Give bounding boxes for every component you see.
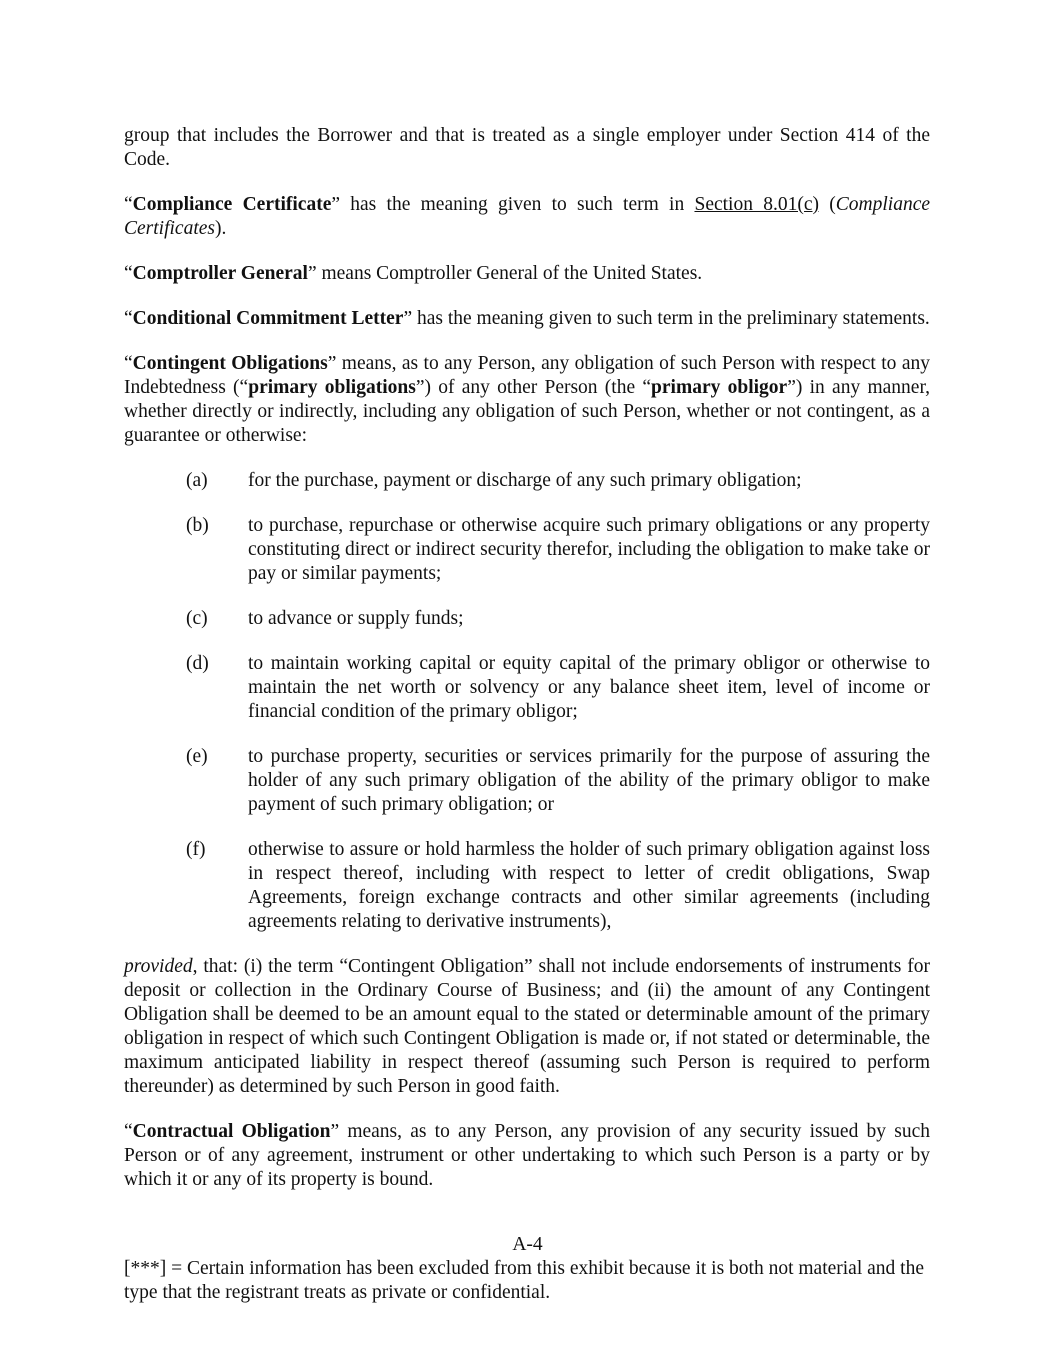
defined-term: Contractual Obligation (132, 1121, 331, 1142)
list-item-text: otherwise to assure or hold harmless the holder of such primary obligation against loss in respect thereof, including with respect to letter of credit obligations, Swap Agreements, foreign exchange contracts and other similar agreements (including agreements relating to derivative instruments), (248, 839, 930, 932)
list-item-text: to purchase property, securities or services primarily for the purpose of assuring the holder of any such primary obligation of the ability of the primary obligor to make payment of such primary obligation; or (248, 746, 930, 815)
definition-comptroller-general: “Comptroller General” means Comptroller General of the United States. (124, 263, 703, 284)
list-item-label: (a) (186, 470, 208, 491)
paragraph-group-continuation: group that includes the Borrower and that is treated as a single employer under Section 414 of the Code. (124, 125, 930, 170)
list-item (124, 745, 930, 817)
section-caption: Compliance Certificates (124, 194, 930, 239)
definition-compliance-certificate: “Compliance Certificate” has the meaning given to such term in Section 8.01(c) (Compliance Certificates). (124, 194, 930, 239)
document-body (124, 124, 930, 1213)
definition-contractual-obligation: “Contractual Obligation” means, as to any Person, any provision of any security issued by such Person or of any agreement, instrument or other undertaking to which such Person is a party or by which it or any of its property is bound. (124, 1121, 930, 1190)
list-item-label: (b) (186, 515, 209, 536)
list-item-text: to advance or supply funds; (248, 608, 464, 629)
confidentiality-footnote: [***] = Certain information has been excluded from this exhibit because it is both not material and the type that the registrant treats as private or confidential. (124, 1258, 924, 1303)
page-number: A-4 (512, 1234, 543, 1255)
defined-term: Contingent Obligations (132, 353, 328, 374)
list-item-label: (c) (186, 608, 208, 629)
defined-term: Compliance Certificate (132, 194, 332, 215)
defined-term: primary obligations (248, 377, 416, 398)
list-item-text: to maintain working capital or equity capital of the primary obligor or otherwise to maintain the net worth or solvency or any balance sheet item, level of income or financial condition of the primary obligor; (248, 653, 930, 722)
proviso-paragraph: provided, that: (i) the term “Contingent Obligation” shall not include endorsements of instruments for deposit or collection in the Ordinary Course of Business; and (ii) the amount of any Contingent Obligation shall be deemed to be an amount equal to the stated or determinable amount of the primary obligation in respect of which such Contingent Obligation is made or, if not stated or determinable, the maximum anticipated liability in respect thereof (assuming such Person is required to perform thereunder) as determined by such Person in good faith. (124, 956, 930, 1097)
list-item-label: (f) (186, 839, 206, 860)
section-reference: Section 8.01(c) (694, 194, 819, 215)
definition-contingent-obligations: “Contingent Obligations” means, as to any Person, any obligation of such Person with respect to any Indebtedness (“primary obligations”) of any other Person (the “primary obligor”) in any manner, whether directly or indirectly, including any obligation of such Person, whether or not contingent, as a guarantee or otherwise: (124, 353, 931, 446)
list-item-text: for the purchase, payment or discharge of any such primary obligation; (248, 470, 802, 491)
list-item-label: (d) (186, 653, 209, 674)
defined-term: Conditional Commitment Letter (132, 308, 404, 329)
defined-term: Comptroller General (132, 263, 308, 284)
proviso-word: provided (124, 956, 193, 977)
list-item (124, 607, 930, 631)
list-item (124, 652, 930, 724)
list-item (124, 514, 930, 586)
list-item (124, 469, 930, 493)
list-item (124, 838, 930, 934)
list-item-label: (e) (186, 746, 208, 767)
definition-conditional-commitment-letter: “Conditional Commitment Letter” has the meaning given to such term in the preliminary statements. (124, 308, 930, 329)
list-item-text: to purchase, repurchase or otherwise acquire such primary obligations or any property constituting direct or indirect security therefor, including the obligation to make take or pay or similar payments; (248, 515, 930, 584)
defined-term: primary obligor (651, 377, 788, 398)
